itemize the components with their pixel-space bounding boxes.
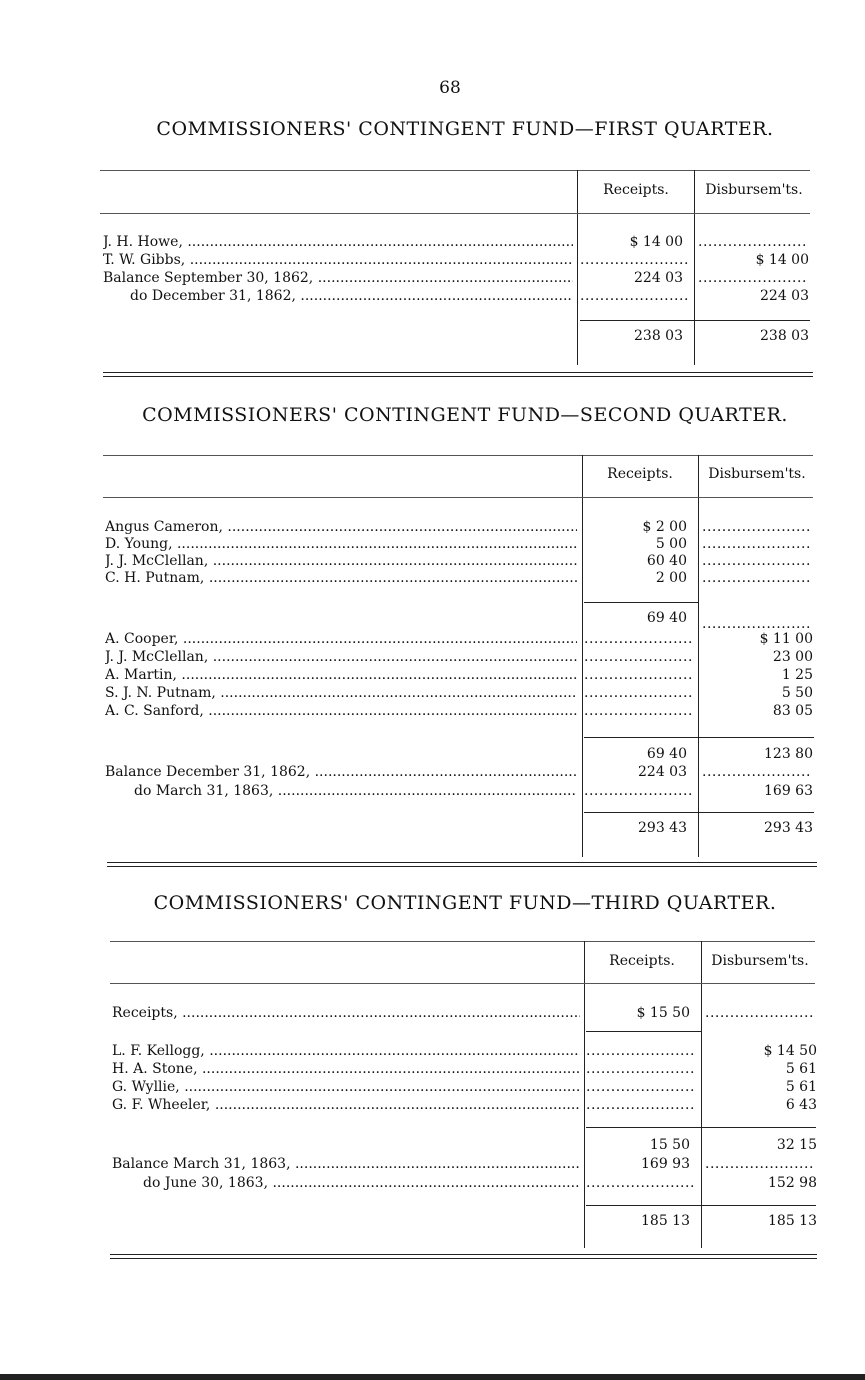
- table-row: [0, 1175, 865, 1192]
- table-row: [0, 553, 865, 570]
- table-row: [0, 1061, 865, 1078]
- disbursement-value: 224 03: [760, 288, 809, 304]
- total-rule: [586, 1205, 816, 1206]
- table-row: [0, 234, 865, 251]
- dot-leader: [586, 1061, 696, 1078]
- receipts-header: Receipts.: [609, 953, 675, 969]
- section-title-second-quarter: COMMISSIONERS' CONTINGENT FUND—SECOND QUARTER.: [142, 404, 788, 426]
- receipts-value: $ 14 00: [629, 234, 683, 250]
- table-top-rule: [103, 455, 813, 456]
- table-row: [0, 783, 865, 800]
- row-label: A. Martin, .....: [105, 667, 577, 684]
- table-row: [0, 288, 865, 305]
- disbursement-value: 152 98: [768, 1175, 817, 1191]
- dot-leader: [584, 631, 694, 648]
- disbursements-header: Disbursem'ts.: [705, 182, 803, 198]
- total-receipts: 293 43: [638, 820, 687, 836]
- disbursement-value: 5 61: [785, 1079, 817, 1095]
- dot-leader: [584, 649, 694, 666]
- table-row: [0, 570, 865, 587]
- table-row: [0, 252, 865, 269]
- subtotal-row: [0, 746, 865, 763]
- dot-leader: [705, 1156, 815, 1173]
- receipts-value: 224 03: [634, 270, 683, 286]
- table-row: [0, 764, 865, 781]
- total-receipts: 185 13: [641, 1213, 690, 1229]
- disbursement-value: 1 25: [781, 667, 813, 683]
- row-label: J. H. Howe, .....: [103, 234, 573, 251]
- dot-leader: [584, 783, 694, 800]
- dot-leader: [580, 252, 690, 269]
- total-row: [0, 820, 865, 837]
- row-label: Receipts, .....: [112, 1005, 580, 1022]
- disbursement-value: $ 14 00: [755, 252, 809, 268]
- receipts-value: $ 2 00: [642, 519, 687, 535]
- section-title-first-quarter: COMMISSIONERS' CONTINGENT FUND—FIRST QUARTER.: [156, 118, 774, 140]
- receipts-value: 5 00: [655, 536, 687, 552]
- total-disbursements: 185 13: [768, 1213, 817, 1229]
- table-row: [0, 703, 865, 720]
- subtotal-row: [0, 1137, 865, 1154]
- dot-leader: [584, 667, 694, 684]
- total-disbursements: 293 43: [764, 820, 813, 836]
- dot-leader: [580, 288, 690, 305]
- total-row: [0, 328, 865, 345]
- dot-leader: [698, 234, 808, 251]
- dot-leader: [586, 1043, 696, 1060]
- row-label: C. H. Putnam, .....: [105, 570, 577, 587]
- disbursement-value: 5 61: [785, 1061, 817, 1077]
- dot-leader: [702, 519, 812, 536]
- receipts-header: Receipts.: [603, 182, 669, 198]
- section-end-rule: [110, 1254, 817, 1259]
- dot-leader: [586, 1175, 696, 1192]
- table-row: [0, 1097, 865, 1114]
- dot-leader: [586, 1097, 696, 1114]
- row-label: A. Cooper, .....: [105, 631, 577, 648]
- subtotal-disbursements: 32 15: [776, 1137, 817, 1153]
- row-label: H. A. Stone, .....: [112, 1061, 580, 1078]
- row-label: J. J. McClellan, .....: [105, 649, 577, 666]
- section-end-rule: [107, 862, 817, 867]
- table-row: [0, 649, 865, 666]
- row-label: Angus Cameron, .....: [105, 519, 577, 536]
- row-label: Balance December 31, 1862, .....: [105, 764, 577, 781]
- dot-leader: [702, 553, 812, 570]
- row-label: L. F. Kellogg, .....: [112, 1043, 580, 1060]
- subtotal-receipts: 69 40: [646, 746, 687, 762]
- disbursements-header: Disbursem'ts.: [711, 953, 809, 969]
- total-disbursements: 238 03: [760, 328, 809, 344]
- disbursement-value: 5 50: [781, 685, 813, 701]
- row-label: do March 31, 1863, .....: [134, 783, 577, 800]
- receipts-value: 60 40: [646, 553, 687, 569]
- subtotal-disbursements: 123 80: [764, 746, 813, 762]
- dot-leader: [702, 570, 812, 587]
- subtotal-rule: [584, 602, 698, 603]
- row-label: G. F. Wheeler, .....: [112, 1097, 580, 1114]
- receipts-value: 224 03: [638, 764, 687, 780]
- row-label: J. J. McClellan, .....: [105, 553, 577, 570]
- table-row: [0, 1043, 865, 1060]
- dot-leader: [702, 764, 812, 781]
- subtotal-row: [0, 610, 865, 627]
- page-bottom-edge: [0, 1374, 865, 1380]
- table-top-rule: [100, 170, 810, 171]
- subtotal-receipts: 15 50: [649, 1137, 690, 1153]
- row-label: do December 31, 1862, .....: [130, 288, 573, 305]
- section-end-rule: [103, 372, 813, 377]
- row-label: do June 30, 1863, .....: [143, 1175, 580, 1192]
- dot-leader: [698, 270, 808, 287]
- disbursements-header: Disbursem'ts.: [708, 466, 806, 482]
- subtotal-rule: [586, 1127, 816, 1128]
- row-label: S. J. N. Putnam, .....: [105, 685, 577, 702]
- receipts-header: Receipts.: [607, 466, 673, 482]
- row-label: T. W. Gibbs, .....: [103, 252, 573, 269]
- header-rule: [103, 497, 813, 498]
- table-row: [0, 536, 865, 553]
- table-row: [0, 1156, 865, 1173]
- row-label: D. Young, .....: [105, 536, 577, 553]
- disbursement-value: 23 00: [772, 649, 813, 665]
- row-label: G. Wyllie, .....: [112, 1079, 580, 1096]
- row-label: Balance March 31, 1863, .....: [112, 1156, 580, 1173]
- disbursement-value: $ 11 00: [759, 631, 813, 647]
- total-receipts: 238 03: [634, 328, 683, 344]
- dot-leader: [586, 1079, 696, 1096]
- disbursement-value: 169 63: [764, 783, 813, 799]
- table-row: [0, 270, 865, 287]
- disbursement-value: 6 43: [785, 1097, 817, 1113]
- receipts-value: 169 93: [641, 1156, 690, 1172]
- table-row: [0, 631, 865, 648]
- row-label: A. C. Sanford, .....: [105, 703, 577, 720]
- row-label: Balance September 30, 1862, .....: [103, 270, 573, 287]
- disbursement-value: 83 05: [772, 703, 813, 719]
- table-row: [0, 519, 865, 536]
- table-row: [0, 685, 865, 702]
- page-number: 68: [439, 78, 461, 98]
- subtotal-rule: [584, 737, 814, 738]
- dot-leader: [584, 703, 694, 720]
- dot-leader: [705, 1005, 815, 1022]
- total-rule: [580, 320, 810, 321]
- total-row: [0, 1213, 865, 1230]
- receipts-value: $ 15 50: [636, 1005, 690, 1021]
- subtotal-receipts: 69 40: [646, 610, 687, 626]
- receipts-value: 2 00: [655, 570, 687, 586]
- header-rule: [110, 983, 815, 984]
- section-title-third-quarter: COMMISSIONERS' CONTINGENT FUND—THIRD QUARTER.: [153, 892, 777, 914]
- header-rule: [100, 213, 810, 214]
- table-top-rule: [110, 941, 815, 942]
- dot-leader: [584, 685, 694, 702]
- table-row: [0, 667, 865, 684]
- table-row: [0, 1079, 865, 1096]
- disbursement-value: $ 14 50: [763, 1043, 817, 1059]
- dot-leader: [702, 536, 812, 553]
- table-row: [0, 1005, 865, 1022]
- subtotal-rule: [586, 1031, 701, 1032]
- total-rule: [584, 812, 814, 813]
